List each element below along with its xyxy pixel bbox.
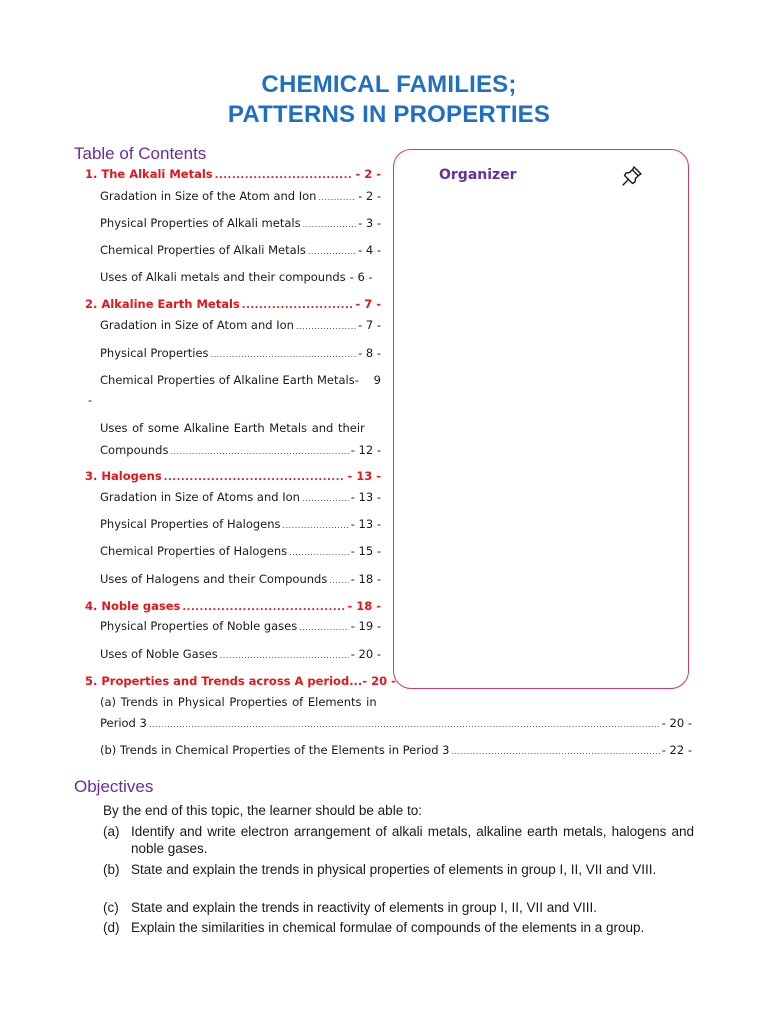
toc-label: Physical Properties of Halogens xyxy=(100,517,281,531)
dot-leader xyxy=(329,574,348,588)
toc-page: - 18 - xyxy=(350,572,381,586)
dot-leader xyxy=(215,169,354,183)
toc-page: - 12 - xyxy=(350,443,381,457)
dot-leader xyxy=(283,519,349,533)
toc-page: - 6 - xyxy=(349,270,373,284)
toc-label: Compounds xyxy=(100,443,169,457)
toc-section-noble-gases[interactable] xyxy=(85,599,381,615)
toc-label: 4. Noble gases xyxy=(85,599,181,613)
toc-entry[interactable] xyxy=(100,346,381,362)
toc-page: - 2 - xyxy=(358,189,381,203)
dot-leader xyxy=(451,745,659,759)
toc-page: - 13 - xyxy=(350,517,381,531)
toc-entry[interactable] xyxy=(100,318,381,334)
dot-leader xyxy=(211,348,357,362)
toc-heading: Table of Contents xyxy=(74,144,207,163)
dot-leader xyxy=(289,546,349,560)
dot-leader xyxy=(303,218,356,232)
dot-leader xyxy=(220,649,349,663)
objective-letter: (a) xyxy=(103,824,120,839)
toc-label: Gradation in Size of the Atom and Ion xyxy=(100,189,317,203)
toc-section-alkaline-earth-metals[interactable] xyxy=(85,297,381,313)
title-line-1: CHEMICAL FAMILIES; xyxy=(261,71,517,98)
toc-label: Uses of Noble Gases xyxy=(100,647,218,661)
dot-leader xyxy=(242,299,354,313)
toc-label: (b) Trends in Chemical Properties of the Elements in Period 3 xyxy=(100,743,450,757)
toc-label: Uses of Halogens and their Compounds xyxy=(100,572,328,586)
toc-label: Uses of Alkali metals and their compounds xyxy=(100,270,346,284)
toc-label: 1. The Alkali Metals xyxy=(85,167,213,181)
objective-letter: (b) xyxy=(103,862,120,877)
dot-leader xyxy=(164,471,346,485)
toc-entry[interactable] xyxy=(100,373,381,387)
wrapped-dash: - xyxy=(88,393,93,407)
toc-entry[interactable] xyxy=(100,189,381,205)
objective-letter: (d) xyxy=(103,920,120,935)
toc-page: - 13 - xyxy=(350,490,381,504)
toc-page: - 8 - xyxy=(358,346,381,360)
toc-entry[interactable] xyxy=(100,517,381,533)
toc-label: 2. Alkaline Earth Metals xyxy=(85,297,240,311)
toc-entry[interactable] xyxy=(100,619,381,635)
toc-label: Chemical Properties of Alkali Metals xyxy=(100,243,306,257)
toc-page: - 13 - xyxy=(347,469,381,483)
toc-entry[interactable] xyxy=(100,243,381,259)
dot-leader xyxy=(299,621,349,635)
objective-text: State and explain the trends in reactivity of elements in group I, II, VII and VIII. xyxy=(131,900,598,915)
toc-label: 5. Properties and Trends across A period... xyxy=(85,674,363,688)
toc-label: Period 3 xyxy=(100,716,147,730)
toc-entry[interactable] xyxy=(100,743,692,759)
toc-label: Gradation in Size of Atom and Ion xyxy=(100,318,294,332)
toc-page: - 2 - xyxy=(355,167,381,181)
toc-section-alkali-metals[interactable] xyxy=(85,167,381,183)
toc-page: - 20 - xyxy=(350,647,381,661)
dot-leader xyxy=(296,320,356,334)
dot-leader xyxy=(318,191,356,205)
dot-leader xyxy=(170,445,348,459)
objective-text: Explain the similarities in chemical formulae of compounds of the elements in a group. xyxy=(131,920,645,935)
toc-page: - 7 - xyxy=(358,318,381,332)
toc-entry[interactable] xyxy=(100,647,381,663)
dot-leader xyxy=(302,492,349,506)
toc-page: - 19 - xyxy=(350,619,381,633)
toc-label: Physical Properties of Alkali metals xyxy=(100,216,301,230)
toc-entry[interactable] xyxy=(100,443,381,459)
dot-leader xyxy=(149,718,660,732)
toc-section-halogens[interactable] xyxy=(85,469,381,485)
toc-page: - 3 - xyxy=(358,216,381,230)
toc-entry-line1: (a) Trends in Physical Properties of Elements in xyxy=(100,695,377,709)
toc-page: - 20 - xyxy=(362,674,396,688)
toc-entry[interactable] xyxy=(100,490,381,506)
toc-entry[interactable] xyxy=(100,716,692,732)
organizer-label: Organizer xyxy=(439,167,517,183)
toc-label: Chemical Properties of Halogens xyxy=(100,544,288,558)
toc-page: - 20 - xyxy=(661,716,692,730)
toc-label: Physical Properties xyxy=(100,346,209,360)
toc-section-period-trends[interactable] xyxy=(85,674,396,688)
toc-label: Gradation in Size of Atoms and Ion xyxy=(100,490,300,504)
toc-entry[interactable] xyxy=(100,270,381,284)
pushpin-icon xyxy=(620,164,644,188)
title-line-2: PATTERNS IN PROPERTIES xyxy=(227,101,551,128)
organizer-box xyxy=(393,149,689,689)
toc-page: - 4 - xyxy=(358,243,381,257)
toc-label: 3. Halogens xyxy=(85,469,162,483)
toc-entry[interactable] xyxy=(100,572,381,588)
toc-label: Physical Properties of Noble gases xyxy=(100,619,298,633)
objective-text: State and explain the trends in physical properties of elements in group I, II, VII and VIII. xyxy=(131,862,657,877)
toc-entry[interactable] xyxy=(100,216,381,232)
document-title xyxy=(0,70,768,130)
toc-label: Chemical Properties of Alkaline Earth Metals- xyxy=(100,373,359,387)
dot-leader xyxy=(182,601,345,615)
toc-entry[interactable] xyxy=(100,544,381,560)
objective-letter: (c) xyxy=(103,900,119,915)
toc-page: - 22 - xyxy=(661,743,692,757)
toc-page: - 7 - xyxy=(355,297,381,311)
toc-page: 9 xyxy=(373,373,381,387)
dot-leader xyxy=(308,245,356,259)
toc-entry-line1: Uses of some Alkaline Earth Metals and their xyxy=(100,421,365,435)
toc-page: - 15 - xyxy=(350,544,381,558)
objectives-heading: Objectives xyxy=(74,777,154,796)
objective-text: Identify and write electron arrangement of alkali metals, alkaline earth metals, halogens and noble gases. xyxy=(131,824,694,856)
objectives-intro: By the end of this topic, the learner should be able to: xyxy=(103,803,422,818)
toc-page: - 18 - xyxy=(347,599,381,613)
